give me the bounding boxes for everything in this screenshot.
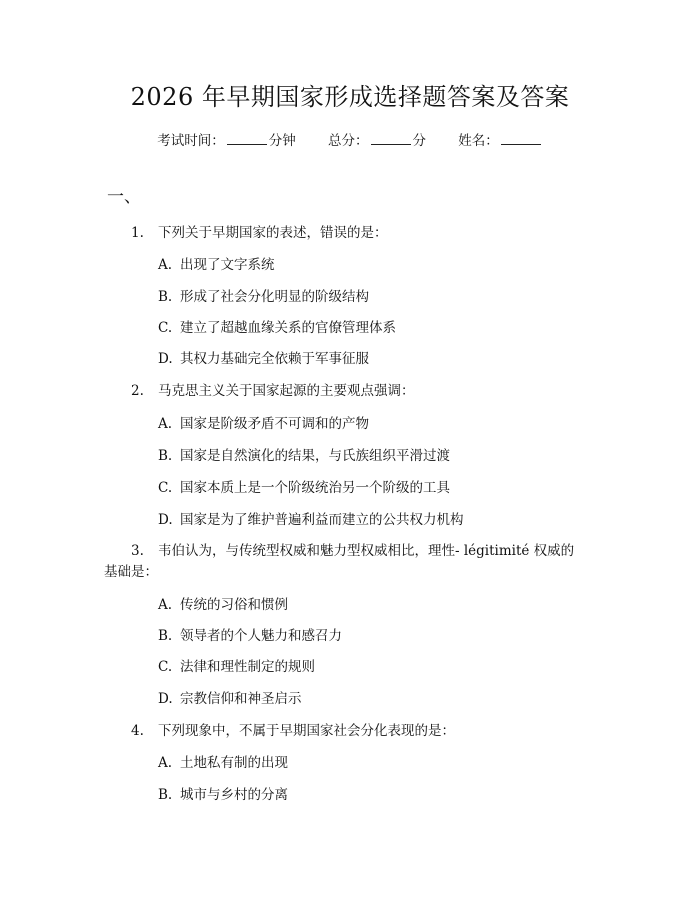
question-number: 4.	[131, 723, 144, 739]
option-label: D.	[158, 512, 173, 528]
question-text: 马克思主义关于国家起源的主要观点强调：	[158, 383, 415, 399]
question-number: 1.	[131, 225, 144, 241]
question-number: 3.	[131, 543, 144, 559]
option-label: B.	[158, 448, 173, 464]
option-label: A.	[158, 755, 173, 771]
score-label: 总分：	[328, 133, 369, 149]
option-text: 土地私有制的出现	[180, 755, 288, 771]
option-text: 传统的习俗和惯例	[180, 597, 288, 613]
option-text: 法律和理性制定的规则	[180, 659, 315, 675]
question-text: 下列关于早期国家的表述，错误的是：	[158, 225, 388, 241]
option-1d	[158, 348, 369, 370]
option-label: A.	[158, 597, 173, 613]
option-3a	[158, 594, 288, 616]
question-number: 2.	[131, 383, 144, 399]
option-3b	[158, 625, 342, 647]
page-title: 2026 年早期国家形成选择题答案及答案	[130, 83, 570, 111]
question-text: 韦伯认为，与传统型权威和魅力型权威相比，理性- légitimité 权威的	[158, 543, 575, 559]
option-text: 国家是自然演化的结果，与氏族组织平滑过渡	[180, 448, 450, 464]
option-2a	[158, 413, 369, 435]
name-label: 姓名：	[458, 133, 499, 149]
score-unit: 分	[412, 133, 426, 149]
exam-meta	[0, 130, 700, 151]
score-blank	[371, 130, 411, 145]
option-label: C.	[158, 659, 173, 675]
option-2d	[158, 509, 464, 531]
time-blank	[227, 130, 267, 145]
option-text: 国家本质上是一个阶级统治另一个阶级的工具	[180, 480, 450, 496]
question-3-continued: 基础是：	[104, 564, 158, 580]
option-text: 形成了社会分化明显的阶级结构	[180, 289, 369, 305]
option-label: B.	[158, 289, 173, 305]
option-text: 国家是为了维护普遍利益而建立的公共权力机构	[180, 512, 464, 528]
option-label: B.	[158, 628, 173, 644]
question-text: 下列现象中，不属于早期国家社会分化表现的是：	[158, 723, 455, 739]
option-1c	[158, 317, 396, 339]
option-1a	[158, 254, 275, 276]
option-label: A.	[158, 416, 173, 432]
option-2c	[158, 477, 450, 499]
option-4a	[158, 752, 288, 774]
option-3d	[158, 688, 302, 710]
option-4b	[158, 784, 288, 806]
option-2b	[158, 445, 450, 467]
option-label: D.	[158, 691, 173, 707]
score-field	[328, 130, 426, 151]
time-label: 考试时间：	[157, 133, 225, 149]
option-text: 其权力基础完全依赖于军事征服	[180, 351, 369, 367]
option-text: 城市与乡村的分离	[180, 787, 288, 803]
option-text: 领导者的个人魅力和感召力	[180, 628, 342, 644]
time-field	[157, 130, 296, 151]
name-field	[458, 130, 543, 151]
option-3c	[158, 656, 315, 678]
option-1b	[158, 286, 369, 308]
option-label: C.	[158, 320, 173, 336]
option-label: A.	[158, 257, 173, 273]
option-text: 宗教信仰和神圣启示	[180, 691, 302, 707]
name-blank	[501, 130, 541, 145]
option-label: C.	[158, 480, 173, 496]
option-text: 国家是阶级矛盾不可调和的产物	[180, 416, 369, 432]
option-text: 建立了超越血缘关系的官僚管理体系	[180, 320, 396, 336]
time-unit: 分钟	[268, 133, 296, 149]
option-text: 出现了文字系统	[180, 257, 275, 273]
section-heading: 一、	[107, 187, 141, 207]
option-label: D.	[158, 351, 173, 367]
option-label: B.	[158, 787, 173, 803]
